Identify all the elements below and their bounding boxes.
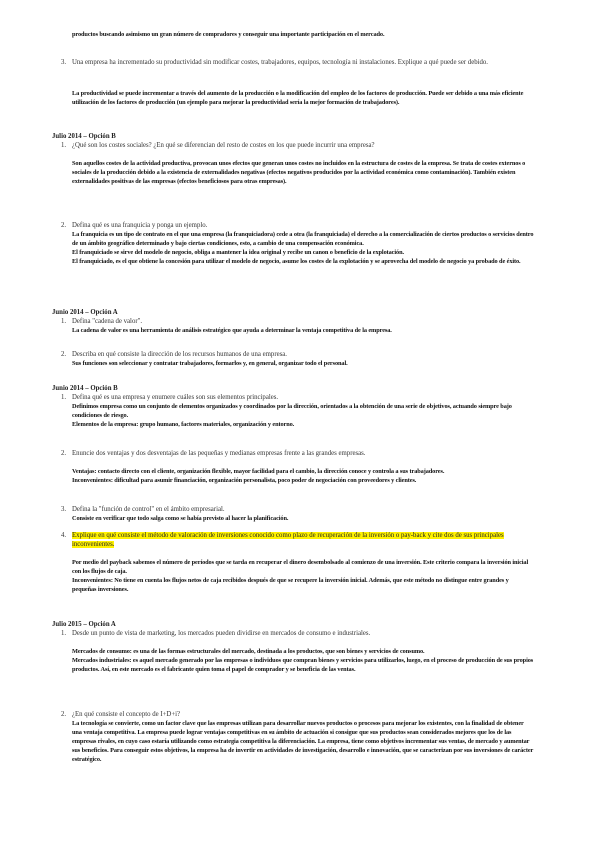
answer-paragraph: La tecnología se convierte, como un factor clave que las empresas utilizan para desarrollar nuevos productos o procesos para mejorar los existentes, con la finalidad de obtener una ventaja competitiva. La empresa puede lograr ventajas competitivas en su ámbito de actuación si consigue que sus productos sean considerados mejores que los de las empresas rivales, en cuyo caso estaría utilizando como estrategia competitiva la diferenciación. La empresa, tiene como objetivos incrementar sus ventas, de mercado y aumentar sus beneficios. Para conseguir estos objetivos, la empresa ha de invertir en actividades de investigación, desarrollo e innovación, que se caracterizan por sus inversiones de carácter estratégico. (72, 720, 534, 763)
question-text: Una empresa ha incrementado su productividad sin modificar costes, trabajadores, equipos, tecnología ni instalaciones. Explique a qué puede ser debido. (72, 59, 488, 66)
answer-text (72, 720, 534, 765)
answer-text (72, 403, 534, 430)
answer-paragraph: Ventajas: contacto directo con el cliente, organización flexible, mayor facilidad para el cambio, la dirección conoce y controla a sus trabajadores. (72, 468, 445, 475)
question-text: Desde un punto de vista de marketing, los mercados pueden dividirse en mercados de consumo e industriales. (72, 630, 371, 637)
answer-paragraph: El franquiciado, es el que obtiene la concesión para utilizar el modelo de negocio, asume los costes de la explotación y se aprovecha del modelo de negocio ya probado de éxito. (72, 257, 521, 265)
question-text: Defina "cadena de valor". (72, 318, 143, 325)
answer-paragraph: La cadena de valor es una herramienta de análisis estratégico que ayuda a determinar la ventaja competitiva de la empresa. (72, 327, 392, 334)
question-text: ¿Qué son los costes sociales? ¿En qué se diferencian del resto de costes en los que puede incurrir una empresa? (72, 142, 375, 149)
answer-text (72, 90, 534, 108)
answer-text (72, 231, 534, 267)
intro-answer: productos buscando asimismo un gran número de compradores y conseguir una importante participación en el mercado. (72, 31, 385, 38)
answer-text (72, 559, 534, 595)
question-number: 3. (61, 59, 67, 66)
answer-text (72, 648, 534, 675)
answer-paragraph: El franquiciado se sirve del modelo de negocio, obliga a mantener la idea original y recibe un canon o beneficio de la explotación. (72, 248, 404, 256)
section-heading: Junio 2014 – Opción B (52, 385, 118, 392)
answer-paragraph: Inconvenientes: dificultad para asumir financiación, organización personalista, poco poder de negociación con proveedores y clientes. (72, 476, 417, 484)
question-text: Defina qué es una empresa y enumere cuáles son sus elementos principales. (72, 394, 279, 401)
question-number: 1. (61, 142, 67, 149)
question-number: 3. (61, 506, 67, 513)
answer-text (72, 160, 534, 187)
question-number: 2. (61, 711, 67, 718)
section-heading: Julio 2015 – Opción A (52, 621, 116, 628)
question-text: Enuncie dos ventajas y dos desventajas de las pequeñas y medianas empresas frente a las grandes empresas. (72, 450, 366, 457)
answer-paragraph: Consiste en verificar que todo salga como se había previsto al hacer la planificación. (72, 515, 289, 522)
section-heading: Julio 2014 – Opción B (52, 133, 116, 140)
answer-paragraph: Inconvenientes: No tiene en cuenta los flujos netos de caja recibidos después de que se recupere la inversión inicial. Además, que este método no distingue entre grandes y pequeñas inversiones. (72, 576, 509, 593)
question-number: 2. (61, 351, 67, 358)
section-heading: Junio 2014 – Opción A (52, 309, 118, 316)
question-number: 1. (61, 630, 67, 637)
answer-paragraph: Definimos empresa como un conjunto de elementos organizados y coordinados por la dirección, orientados a la obtención de una serie de objetivos, actuando siempre bajo condiciones de riesgo. (72, 403, 512, 419)
question-number: 2. (61, 450, 67, 457)
question-text: Defina la "función de control" en el ámbito empresarial. (72, 506, 225, 513)
question-number: 1. (61, 394, 67, 401)
highlighted-question: Explique en qué consiste el método de valoración de inversiones conocido como plazo de recuperación de la inversión o pay-back y cite dos de sus principales inconvenientes. (72, 532, 504, 548)
question-number: 4. (61, 532, 67, 539)
question-text: ¿En qué consiste el concepto de I+D+i? (72, 711, 181, 718)
answer-text (72, 327, 534, 336)
question-text: Describa en qué consiste la dirección de los recursos humanos de una empresa. (72, 351, 287, 358)
question-text (72, 532, 534, 550)
answer-paragraph: Son aquellos costes de la actividad productiva, provocan unos efectos que generan unos costes no incluidos en la estructura de costes de la empresa. Se trata de costes externos o sociales de la producción debido a la existencia de externalidades negativas (efectos negativos producidos por la actividad económica como contaminación). También existen externalidades positivas de las empresas (efectos beneficiosos para otras empresas). (72, 160, 526, 185)
answer-paragraph: Elementos de la empresa: grupo humano, factores materiales, organización y entorno. (72, 420, 295, 428)
answer-paragraph: Por medio del payback sabemos el número de períodos que se tarda en recuperar el dinero desembolsado al comienzo de una inversión. Este criterio compara la inversión inicial con los flujos de caja. (72, 559, 529, 575)
question-text: Defina qué es una franquicia y ponga un ejemplo. (72, 222, 208, 229)
answer-paragraph: La productividad se puede incrementar a través del aumento de la producción o la modificación del empleo de los factores de producción. Puede ser debido a una más eficiente utilización de los factores de producción (un ejemplo para mejorar la productividad sería la mejor formación de trabajadores). (72, 90, 524, 106)
answer-text (72, 360, 534, 369)
question-number: 2. (61, 222, 67, 229)
answer-text (72, 468, 534, 486)
answer-paragraph: Mercados industriales: es aquel mercado generado por las empresas o individuos que compran bienes y servicios para utilizarlos, luego, en el proceso de producción de sus propios productos. Así, en este mercado es el fabricante quien toma el papel de comprador y se beneficia de las ventas. (72, 656, 534, 673)
answer-paragraph: Sus funciones son seleccionar y contratar trabajadores, formarlos y, en general, organizar todo el personal. (72, 360, 348, 367)
question-number: 1. (61, 318, 67, 325)
answer-text (72, 515, 534, 524)
answer-paragraph: Mercados de consumo: es una de las formas estructurales del mercado, destinada a los productos, que son bienes y servicios de consumo. (72, 648, 425, 655)
answer-paragraph: La franquicia es un tipo de contrato en el que una empresa (la franquiciadora) cede a otra (la franquiciada) el derecho a la comercialización de ciertos productos o servicios dentro de un ámbito geográfico determinado y bajo ciertas condiciones, esto, a cambio de una compensación económica. (72, 231, 534, 247)
